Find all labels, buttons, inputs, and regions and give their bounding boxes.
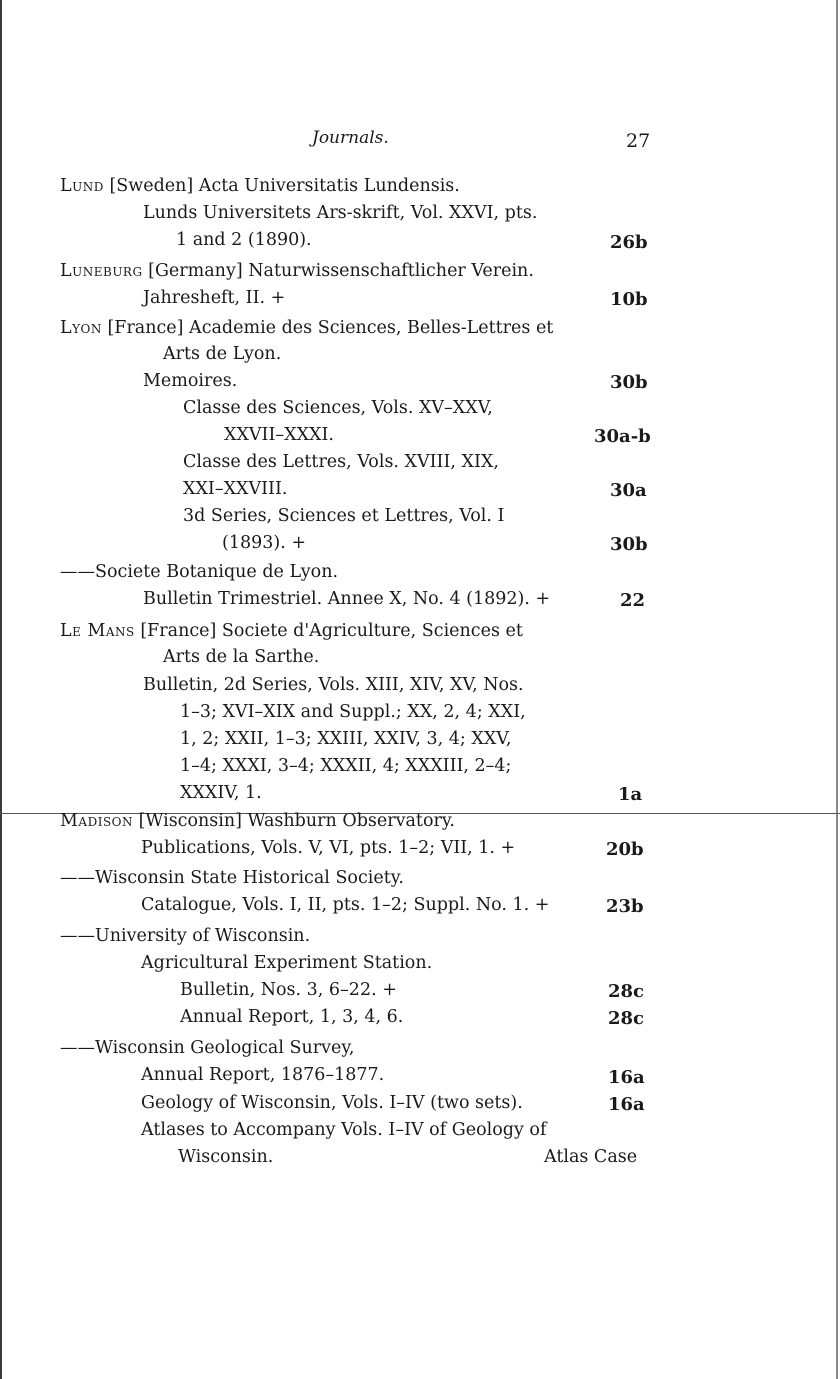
entry-line: Atlases to Accompany Vols. I–IV of Geology of (141, 1120, 547, 1140)
entry-line: (1893). + (222, 533, 306, 553)
shelf-location: 28c (608, 981, 645, 1002)
shelf-location: 1a (618, 784, 643, 805)
institution: [Sweden] Acta Universitatis Lundensis. (109, 176, 460, 196)
entry-line: Lunds Universitets Ars-skrift, Vol. XXVI, pts. (143, 203, 538, 223)
shelf-location: 30a (610, 480, 647, 501)
entry-line: ——Societe Botanique de Lyon. (60, 562, 339, 582)
shelf-location: 16a (608, 1094, 645, 1115)
place-name: Lyon (60, 318, 102, 338)
entry-line: Annual Report, 1876–1877. (141, 1065, 385, 1085)
entry-line: Geology of Wisconsin, Vols. I–IV (two sets). (141, 1093, 523, 1113)
shelf-location: 30b (610, 372, 648, 393)
shelf-location: 30b (610, 534, 648, 555)
entry-line: Jahresheft, II. + (143, 288, 286, 308)
shelf-location: 28c (608, 1008, 645, 1029)
entry-line: XXI–XXVIII. (183, 479, 288, 499)
entry-line: Arts de la Sarthe. (163, 647, 320, 667)
running-title: Journals. (312, 128, 389, 148)
entry-line: Publications, Vols. V, VI, pts. 1–2; VII, 1. + (141, 838, 516, 858)
entry-madison-heading (60, 810, 455, 832)
page-number: 27 (626, 130, 651, 152)
entry-line: Classe des Lettres, Vols. XVIII, XIX, (183, 452, 499, 472)
shelf-location: Atlas Case (544, 1147, 638, 1167)
entry-line: 1–3; XVI–XIX and Suppl.; XX, 2, 4; XXI, (180, 702, 526, 722)
entry-line: Classe des Sciences, Vols. XV–XXV, (183, 398, 493, 418)
entry-line: ——Wisconsin Geological Survey, (60, 1038, 355, 1058)
entry-line: 3d Series, Sciences et Lettres, Vol. I (183, 506, 505, 526)
institution: [France] Societe d'Agriculture, Sciences et (140, 621, 523, 641)
institution: [Wisconsin] Washburn Observatory. (138, 811, 455, 831)
shelf-location: 20b (606, 839, 644, 860)
entry-luneburg-heading (60, 260, 534, 282)
shelf-location: 26b (610, 232, 648, 253)
scan-left-edge (0, 0, 2, 1379)
entry-lemans-heading (60, 620, 523, 642)
entry-line: ——Wisconsin State Historical Society. (60, 868, 404, 888)
shelf-location: 23b (606, 896, 644, 917)
entry-line: 1–4; XXXI, 3–4; XXXII, 4; XXXIII, 2–4; (180, 756, 512, 776)
entry-line: Bulletin, 2d Series, Vols. XIII, XIV, XV, Nos. (143, 675, 524, 695)
entry-line: Bulletin, Nos. 3, 6–22. + (180, 980, 397, 1000)
place-name: Le Mans (60, 621, 135, 641)
shelf-location: 16a (608, 1067, 645, 1088)
entry-line: 1, 2; XXII, 1–3; XXIII, XXIV, 3, 4; XXV, (180, 729, 512, 749)
shelf-location: 10b (610, 289, 648, 310)
scan-right-edge (836, 0, 838, 1379)
entry-line: XXXIV, 1. (180, 783, 262, 803)
entry-line: Bulletin Trimestriel. Annee X, No. 4 (1892). + (143, 589, 551, 609)
place-name: Lund (60, 176, 104, 196)
entry-line: 1 and 2 (1890). (176, 230, 312, 250)
institution: [France] Academie des Sciences, Belles-Lettres et (107, 318, 554, 338)
entry-line: Wisconsin. (178, 1147, 274, 1167)
place-name: Madison (60, 811, 134, 831)
shelf-location: 30a-b (594, 426, 651, 447)
shelf-location: 22 (620, 590, 646, 611)
entry-line: Catalogue, Vols. I, II, pts. 1–2; Suppl. No. 1. + (141, 895, 550, 915)
entry-line: Agricultural Experiment Station. (141, 953, 433, 973)
entry-line: XXVII–XXXI. (224, 425, 334, 445)
entry-lund-heading (60, 175, 460, 197)
entry-line: Arts de Lyon. (163, 344, 282, 364)
entry-line: Memoires. (143, 371, 238, 391)
entry-line: ——University of Wisconsin. (60, 926, 311, 946)
entry-line: Annual Report, 1, 3, 4, 6. (180, 1007, 404, 1027)
institution: [Germany] Naturwissenschaftlicher Verein. (148, 261, 534, 281)
entry-lyon-heading (60, 317, 553, 339)
place-name: Luneburg (60, 261, 143, 281)
